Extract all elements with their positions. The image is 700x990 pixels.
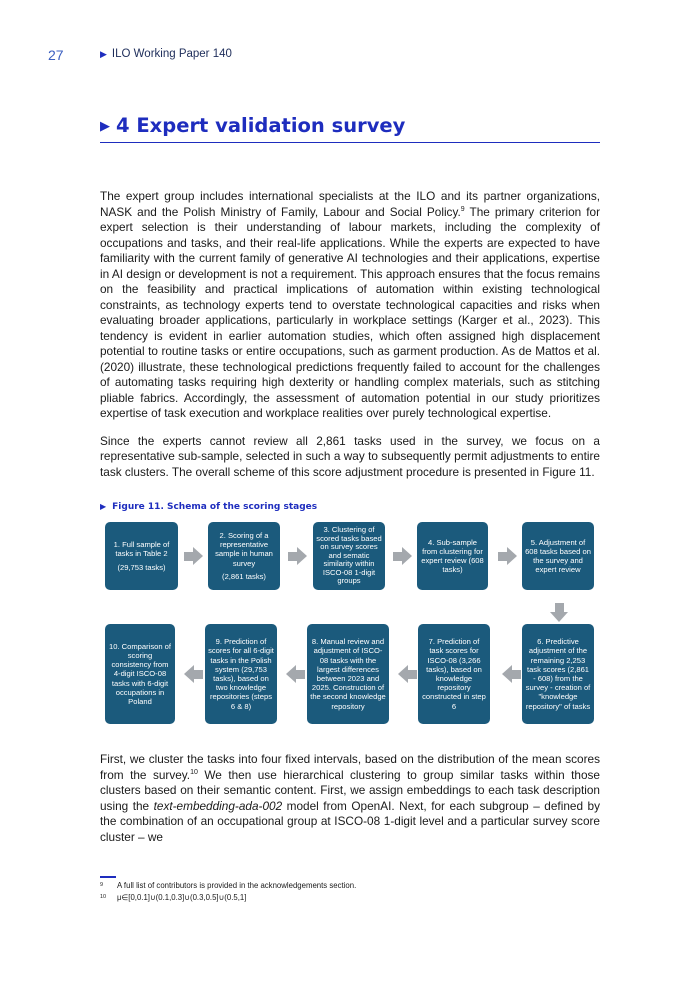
footnote-number: 10 bbox=[100, 894, 107, 900]
page-number: 27 bbox=[48, 47, 64, 63]
step-box-9: 9. Prediction of scores for all 6-digit tasks in the Polish system (29,753 tasks), based on two knowledge repositories (steps 6 & 8) bbox=[205, 624, 277, 724]
text: The primary criterion for expert selection is their understanding of labour markets, including the complexity of occupations and tasks, and their real-life applications. While the experts are expected to have familiarity with the current family of generative AI technologies and their applications, expertise in AI design or development is not a requirement. This approach ensures that the focus remains on the feasibility and practical implications of automation within existing technological constraints, as technology experts tend to overstate technological capacities and risks when evaluating broader applications, particularly in workplace settings (Karger et al., 2023). This tendency is evident in earlier automation studies, which often assigned high displacement potential to routine tasks or entire occupations, such as garment production. As de Mattos et al. (2020) illustrate, these technological predictions frequently failed to account for the challenges of automating tasks requiring high dexterity or handling complex materials, such as stitching pliable fabrics. Accordingly, the assessment of automation potential in our study prioritizes expertise of task execution and workplace realities over purely technological expertise. bbox=[100, 204, 600, 420]
footnote-ref[interactable]: 10 bbox=[190, 768, 198, 776]
footnote-text: μ∈[0,0.1]∪(0.1,0.3]∪(0.3,0.5]∪(0.5,1] bbox=[117, 893, 247, 902]
scoring-diagram bbox=[100, 522, 600, 734]
step-box-10: 10. Comparison of scoring consistency from 4-digit ISCO-08 tasks with 6-digit occupations in Poland bbox=[105, 624, 175, 724]
arrow-left-icon bbox=[502, 665, 512, 683]
step-box-3: 3. Clustering of scored tasks based on survey scores and sematic similarity within ISCO-08 1-digit groups bbox=[313, 522, 385, 590]
running-title bbox=[100, 48, 232, 60]
figure-caption-text: Figure 11. Schema of the scoring stages bbox=[112, 502, 318, 512]
step-box-7: 7. Prediction of task scores for ISCO-08 (3,266 tasks), based on knowledge repository constructed in step 6 bbox=[418, 624, 490, 724]
section-heading bbox=[100, 112, 600, 142]
triangle-icon: ▶ bbox=[100, 49, 107, 59]
step-box-8: 8. Manual review and adjustment of ISCO-08 tasks with the largest differences between 2023 and 2025. Construction of the second knowledge repository bbox=[307, 624, 389, 724]
paragraph-3 bbox=[100, 752, 600, 845]
text: First, we cluster the tasks into four fixed intervals, based on the distribution of the mean scores from the survey. bbox=[100, 752, 600, 782]
footnote-10 bbox=[100, 893, 246, 902]
arrow-left-icon bbox=[398, 665, 408, 683]
section-title: 4 Expert validation survey bbox=[116, 114, 406, 137]
figure-caption bbox=[100, 502, 600, 512]
footnote-text: A full list of contributors is provided in the acknowledgements section. bbox=[117, 881, 357, 890]
footnote-9 bbox=[100, 881, 356, 890]
paragraph-2: Since the experts cannot review all 2,861 tasks used in the survey, we focus on a representative sub-sample, selected in such a way to subsequently permit adjustments to entire task clusters. The overall scheme of this score adjustment procedure is presented in Figure 11. bbox=[100, 433, 600, 479]
arrow-left-icon bbox=[286, 665, 296, 683]
step-sub: (29,753 tasks) bbox=[117, 562, 166, 572]
model-name: text-embedding-ada-002 bbox=[153, 798, 283, 813]
text: We then use hierarchical clustering to group similar tasks within those clusters based on their semantic content. First, we assign embeddings to each task description using the bbox=[100, 767, 600, 813]
step-box-1 bbox=[105, 522, 178, 590]
step-text: 2. Scoring of a representative sample in human survey bbox=[215, 530, 273, 568]
arrow-right-icon bbox=[193, 547, 203, 565]
running-title-text: ILO Working Paper 140 bbox=[111, 48, 232, 60]
heading-rule bbox=[100, 142, 600, 143]
triangle-icon: ▶ bbox=[100, 119, 110, 134]
step-sub: (2,861 tasks) bbox=[222, 571, 266, 581]
footnote-rule bbox=[100, 876, 116, 878]
step-text: 1. Full sample of tasks in Table 2 bbox=[113, 540, 170, 559]
footnote-ref[interactable]: 9 bbox=[460, 205, 465, 213]
page-content bbox=[100, 112, 600, 845]
step-box-6: 6. Predictive adjustment of the remaining 2,253 task scores (2,861 - 608) from the survey - creation of "knowledge repository" of tasks bbox=[522, 624, 594, 724]
arrow-right-icon bbox=[402, 547, 412, 565]
text: model from OpenAI. Next, for each subgroup – defined by the combination of an occupational group at ISCO-08 1-digit level and a particular survey score cluster – we bbox=[100, 798, 600, 844]
step-box-4: 4. Sub-sample from clustering for expert review (608 tasks) bbox=[417, 522, 488, 590]
step-box-2 bbox=[208, 522, 280, 590]
arrow-down-icon bbox=[550, 612, 568, 622]
arrow-left-icon bbox=[184, 665, 194, 683]
step-box-5: 5. Adjustment of 608 tasks based on the survey and expert review bbox=[522, 522, 594, 590]
triangle-icon: ▶ bbox=[100, 502, 107, 511]
paragraph-1 bbox=[100, 189, 600, 422]
arrow-right-icon bbox=[507, 547, 517, 565]
arrow-right-icon bbox=[297, 547, 307, 565]
text: The expert group includes international specialists at the ILO and its partner organizations, NASK and the Polish Ministry of Family, Labour and Social Policy. bbox=[100, 189, 600, 219]
footnote-number: 9 bbox=[100, 882, 104, 888]
